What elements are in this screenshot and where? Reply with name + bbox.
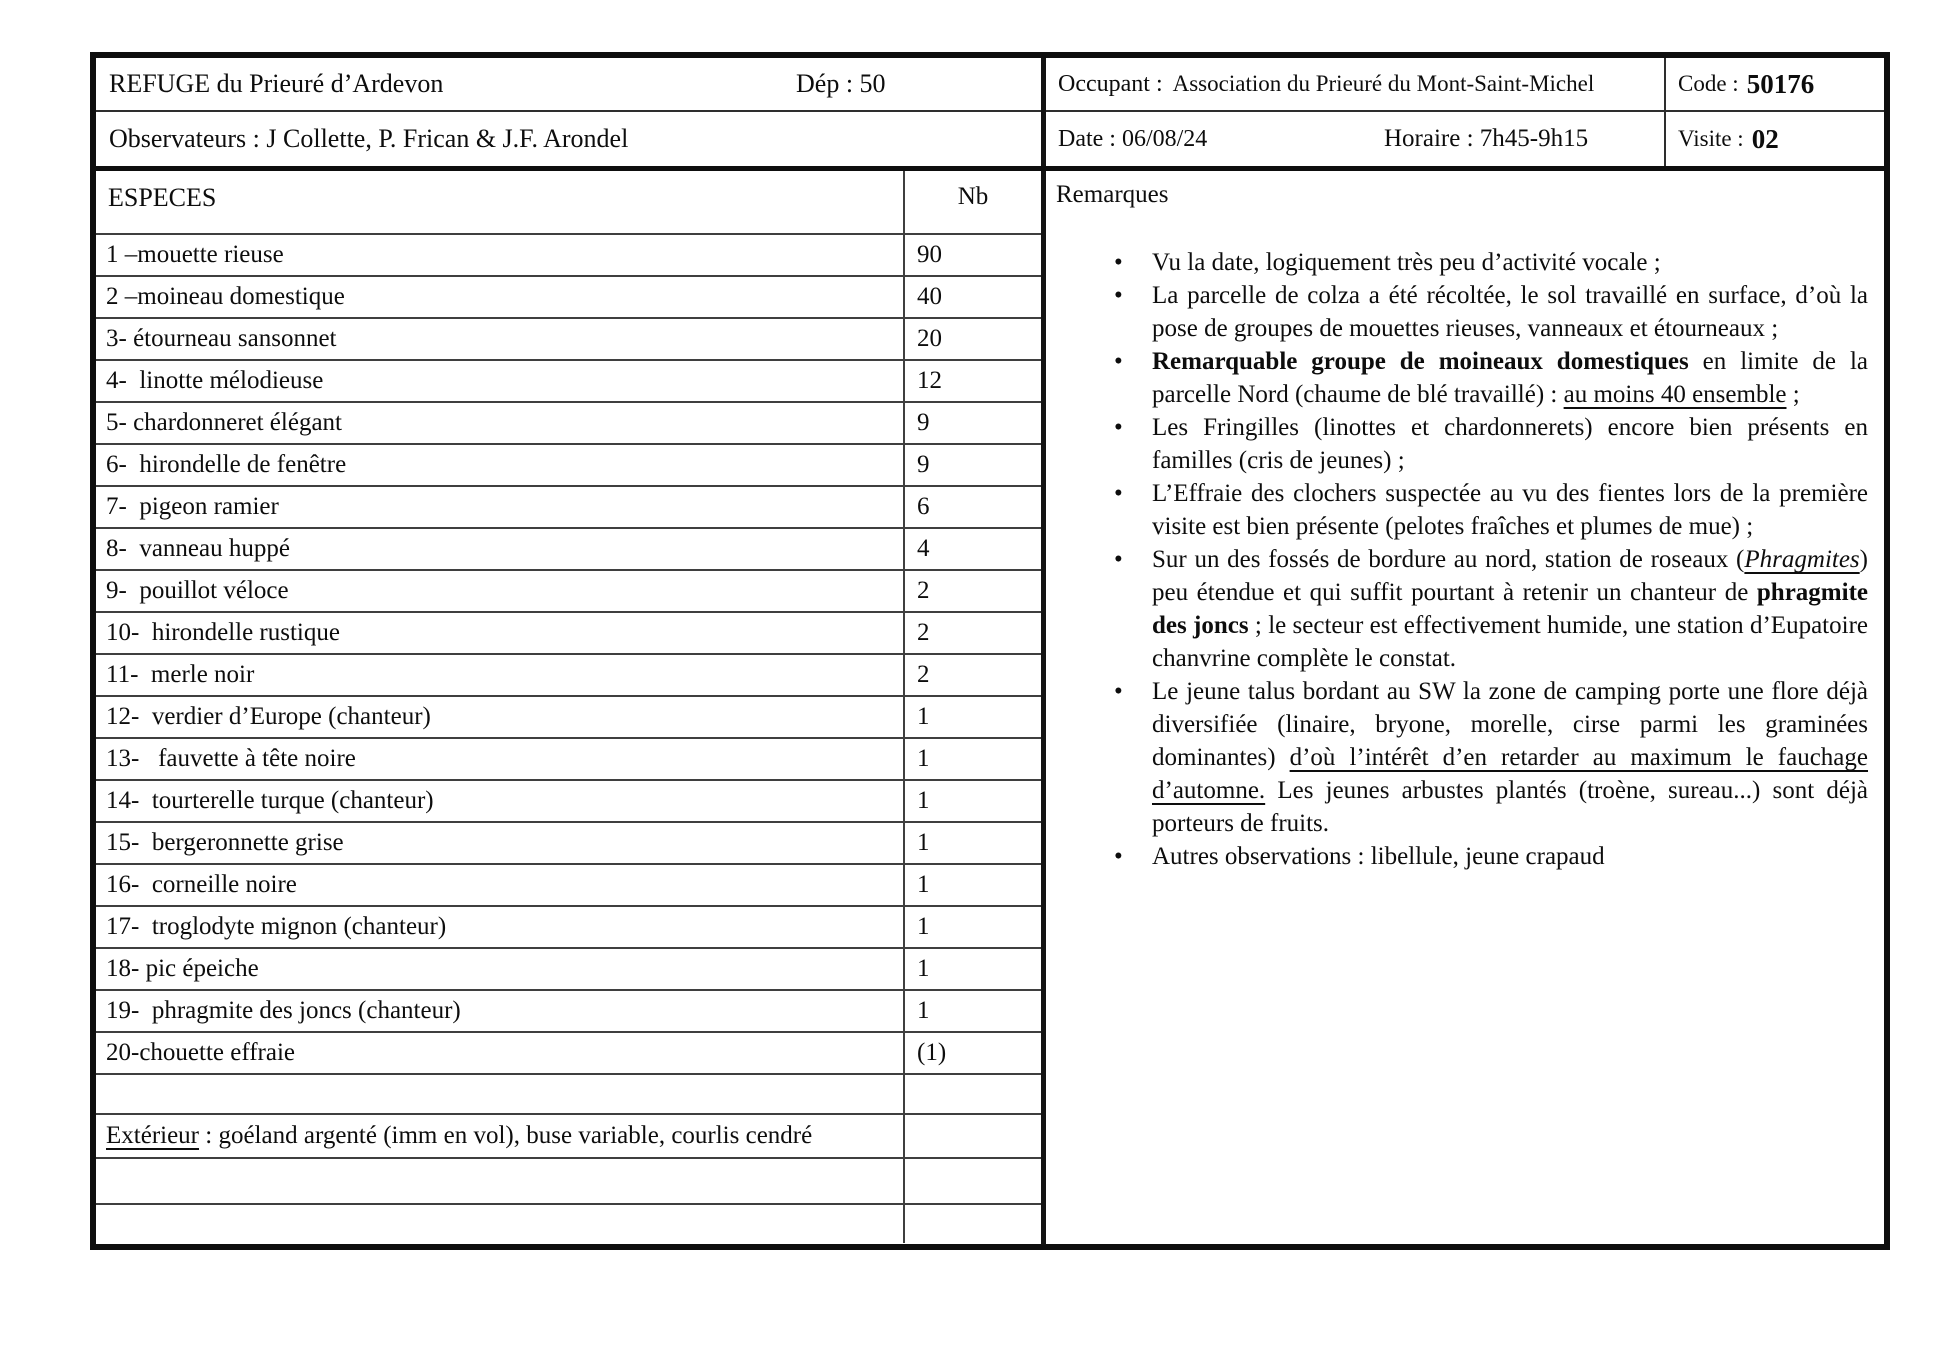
- species-row: [96, 949, 1041, 991]
- species-count-cell: [905, 1115, 1041, 1157]
- count-column-header: Nb: [957, 183, 989, 210]
- remark-item: • Les Fringilles (linottes et chardonnerets) encore bien présents en familles (cris de jeunes) ;: [1106, 411, 1868, 477]
- species-name-cell: 15- bergeronnette grise: [96, 823, 905, 863]
- species-name-cell: 9- pouillot véloce: [96, 571, 905, 611]
- species-name-cell: 6- hirondelle de fenêtre: [96, 445, 905, 485]
- header-left-box: [96, 58, 1046, 166]
- species-count-cell: 1: [917, 913, 930, 940]
- species-count-cell: (1): [917, 1039, 947, 1066]
- species-count-cell: 9: [917, 409, 930, 436]
- species-count-cell: 1: [917, 955, 930, 982]
- departement-label: Dép : 50: [796, 69, 886, 98]
- species-count-cell: 2: [917, 661, 930, 688]
- empty-row: [96, 1075, 1041, 1115]
- species-count-cell: 20: [917, 325, 942, 352]
- species-row: [96, 235, 1041, 277]
- species-count-cell: 6: [917, 493, 930, 520]
- remarks-list: [1106, 246, 1868, 873]
- header-occupant-box: [1046, 58, 1666, 166]
- refuge-title: REFUGE du Prieuré d’Ardevon: [109, 69, 444, 98]
- species-table-header: [96, 171, 1041, 235]
- species-name-cell: 8- vanneau huppé: [96, 529, 905, 569]
- species-row: [96, 613, 1041, 655]
- date-row: [1046, 112, 1664, 166]
- species-count-cell: 1: [917, 787, 930, 814]
- species-row: [96, 697, 1041, 739]
- species-count-cell: 2: [917, 577, 930, 604]
- horaire-label: Horaire : 7h45-9h15: [1384, 125, 1589, 152]
- species-count-cell: 1: [917, 997, 930, 1024]
- species-name-cell: 7- pigeon ramier: [96, 487, 905, 527]
- observers-label: Observateurs : J Collette, P. Frican & J.F. Arondel: [109, 124, 629, 153]
- species-count-cell: 1: [917, 703, 930, 730]
- species-row: [96, 781, 1041, 823]
- species-name-cell: 10- hirondelle rustique: [96, 613, 905, 653]
- empty-cell: [96, 1205, 905, 1243]
- code-value: 50176: [1746, 68, 1815, 99]
- remarks-panel: [1046, 171, 1884, 1245]
- species-name-cell: 13- fauvette à tête noire: [96, 739, 905, 779]
- species-row: [96, 991, 1041, 1033]
- species-row: [96, 1033, 1041, 1075]
- species-count-cell: 9: [917, 451, 930, 478]
- species-row: [96, 571, 1041, 613]
- species-table: [96, 171, 1046, 1245]
- species-name-cell: 12- verdier d’Europe (chanteur): [96, 697, 905, 737]
- species-row: [96, 739, 1041, 781]
- species-row: [96, 403, 1041, 445]
- species-row: [96, 277, 1041, 319]
- observation-form: [90, 52, 1890, 1250]
- remark-item: • Vu la date, logiquement très peu d’activité vocale ;: [1106, 246, 1868, 279]
- form-header: [96, 58, 1884, 171]
- species-rows: [96, 235, 1041, 1243]
- species-count-cell: [905, 1075, 1041, 1113]
- species-name-cell: 19- phragmite des joncs (chanteur): [96, 991, 905, 1031]
- species-count-cell: 2: [917, 619, 930, 646]
- header-right-box: [1046, 58, 1884, 166]
- species-name-cell: 4- linotte mélodieuse: [96, 361, 905, 401]
- remark-item: • Sur un des fossés de bordure au nord, station de roseaux (Phragmites) peu étendue et qui suffit pourtant à retenir un chanteur de phragmite des joncs ; le secteur est effectivement humide, une station d’Eupatoire chanvrine complète le constat.: [1106, 543, 1868, 675]
- occupant-row: [1046, 58, 1664, 112]
- exterior-row: [96, 1115, 1041, 1159]
- species-row: [96, 907, 1041, 949]
- species-count-cell: 1: [917, 829, 930, 856]
- species-count-cell: 40: [917, 283, 942, 310]
- code-row: [1666, 58, 1884, 112]
- species-name-cell: 20-chouette effraie: [96, 1033, 905, 1073]
- species-name-cell: 18- pic épeiche: [96, 949, 905, 989]
- species-name-cell: 5- chardonneret élégant: [96, 403, 905, 443]
- empty-cell: [96, 1075, 905, 1113]
- observers-row: [96, 112, 1041, 166]
- exterior-note-cell: Extérieur : goéland argenté (imm en vol), buse variable, courlis cendré: [96, 1115, 905, 1157]
- remark-item: • Autres observations : libellule, jeune crapaud: [1106, 840, 1868, 873]
- species-name-cell: 16- corneille noire: [96, 865, 905, 905]
- species-count-cell: 1: [917, 745, 930, 772]
- species-count-cell: [905, 1159, 1041, 1203]
- code-label: Code :: [1678, 71, 1739, 96]
- empty-row: [96, 1159, 1041, 1205]
- species-count-cell: 4: [917, 535, 930, 562]
- species-row: [96, 319, 1041, 361]
- occupant-label: Occupant :: [1058, 70, 1163, 97]
- visite-label: Visite :: [1678, 126, 1744, 151]
- occupant-value: Association du Prieuré du Mont-Saint-Michel: [1172, 71, 1595, 96]
- species-row: [96, 445, 1041, 487]
- species-count-cell: 1: [917, 871, 930, 898]
- visite-row: [1666, 112, 1884, 166]
- species-row: [96, 823, 1041, 865]
- species-name-cell: 3- étourneau sansonnet: [96, 319, 905, 359]
- visite-value: 02: [1751, 123, 1779, 154]
- remark-item: • Remarquable groupe de moineaux domestiques en limite de la parcelle Nord (chaume de blé travaillé) : au moins 40 ensemble ;: [1106, 345, 1868, 411]
- species-column-header: ESPECES: [96, 171, 905, 233]
- species-row: [96, 655, 1041, 697]
- empty-cell: [96, 1159, 905, 1203]
- form-body: [96, 171, 1884, 1245]
- remark-item: • L’Effraie des clochers suspectée au vu des fientes lors de la première visite est bien présente (pelotes fraîches et plumes de mue) ;: [1106, 477, 1868, 543]
- date-label: Date : 06/08/24: [1058, 125, 1208, 152]
- species-name-cell: 14- tourterelle turque (chanteur): [96, 781, 905, 821]
- species-name-cell: 17- troglodyte mignon (chanteur): [96, 907, 905, 947]
- species-name-cell: 11- merle noir: [96, 655, 905, 695]
- species-row: [96, 529, 1041, 571]
- species-name-cell: 2 –moineau domestique: [96, 277, 905, 317]
- remark-item: • Le jeune talus bordant au SW la zone de camping porte une flore déjà diversifiée (linaire, bryone, morelle, cirse parmi les graminées dominantes) d’où l’intérêt d’en retarder au maximum le fauchage d’automne. Les jeunes arbustes plantés (troène, sureau...) sont déjà porteurs de fruits.: [1106, 675, 1868, 840]
- empty-row: [96, 1205, 1041, 1243]
- remark-item: • La parcelle de colza a été récoltée, le sol travaillé en surface, d’où la pose de groupes de mouettes rieuses, vanneaux et étourneaux ;: [1106, 279, 1868, 345]
- species-count-cell: 12: [917, 367, 942, 394]
- species-count-cell: [905, 1205, 1041, 1243]
- species-name-cell: 1 –mouette rieuse: [96, 235, 905, 275]
- header-code-box: [1666, 58, 1884, 166]
- species-count-cell: 90: [917, 241, 942, 268]
- refuge-row: [96, 58, 1041, 112]
- species-row: [96, 487, 1041, 529]
- species-row: [96, 361, 1041, 403]
- species-row: [96, 865, 1041, 907]
- remarks-title: Remarques: [1056, 181, 1169, 208]
